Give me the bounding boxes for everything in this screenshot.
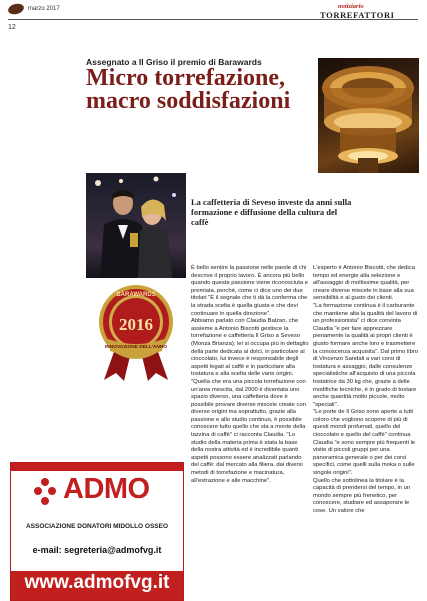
coffee-bean-logo-icon [7,2,25,16]
page-number: 12 [8,24,16,31]
admo-advertisement[interactable] [10,462,184,601]
barawards-badge [86,282,186,382]
issue-date: marzo 2017 [28,6,60,12]
article-column-1 [191,265,309,485]
badge-top-text: BARAWARDS [116,292,156,298]
ad-website-link[interactable]: www.admofvg.it [24,572,170,593]
paragraph: Abbiamo parlato con Claudia Balzan, che assieme a Antonio Biscotti gestisce la torrefazione e caffetteria Il Griso a Seveso (Monza Brianza); lei si occupa più in dettaglio della parte dedicata ai dolci, in particolare al cioccolato, lui invece è responsabile degli aspetti legati al caffè e in particolare alla tostatura e alla scelta delle varie origini. [191,318,309,378]
admo-logo-icon [33,477,57,507]
ad-email[interactable]: e-mail: segreteria@admofvg.it [32,545,162,555]
award-ceremony-photo [86,173,186,278]
paragraph: Quello che sottolinea la titolare è la capacità di prendersi del tempo, in un mondo sempre più frenetico, per conoscere, studiare ed assaporare le cose. Un valore che [313,477,411,514]
article-headline: Micro torrefazione, macro soddisfazioni [86,65,291,114]
badge-ribbon-text: INNOVAZIONE DELL'ANNO [104,345,168,350]
roaster-photo [318,58,419,173]
article-column-2 [313,265,420,516]
header-rule [8,19,418,20]
paragraph: "La formazione continua è il carburante che mantiene alta la qualità del lavoro di un professionista" ci dice convinta Claudia "e per fare apprezzare pienamente la qualità ai propri clienti è giusto formare anche loro e trasmettere la conoscenza acquisita". Dal primo libro di Vincenzo Sandali a vari corsi di tostatura e assaggio, dalle consulenze specialistiche all'acquisto di una piccola tostatrice da 30 kg che, grazie a delle modifiche tecniche, è in grado di tostare anche quantità molto piccole, molto "speciali". [313,302,419,408]
ad-logo-text: ADMO [63,473,150,505]
paragraph: L'esperto è Antonio Biscotti, che dedica tempo ed energie alla selezione e all'assaggio di moltissime qualità, per creare diverse miscele in base alla sua sensibilità e al gusto dei clienti. [313,265,415,302]
ad-top-band [11,463,183,471]
article-kicker: Assegnato a Il Griso il premio di Barawards [86,57,262,67]
article-deck: La caffetteria di Seveso investe da anni sulla formazione e diffusione della cultura del caffè [191,197,352,227]
badge-year: 2016 [119,315,153,334]
paragraph: "Le porte de Il Griso sono aperte a tutti coloro che vogliono scoprire di più di questi mondi profumati, quello del cioccolato e quello del caffè" continua Claudia "e sono sempre più frequenti le visite di piccoli gruppi per una panoramica generale o per dei corsi specifici, come quelli sulla moka o sulle singole origini". [313,409,416,477]
paragraph: È bello sentire la passione nelle parole di chi descrive il proprio lavoro. È ancora più bello quando questa passione viene riconosciuta e premiata, perché, come ci dice uno dei due titolari "È il segnale che ti dà la conferma che la strada scelta è quella giusta e che devi continuare in quella direzione". [191,265,308,317]
masthead-small: notiziario [338,3,364,10]
ad-subtitle: ASSOCIAZIONE DONATORI MIDOLLO OSSEO [25,523,169,530]
masthead-title: TORREFATTORI [320,10,395,20]
paragraph: "Quella che era una piccola torrefazione con un'area mescita, dal 2000 è diventata uno spazio diverso, una caffetteria dove è possibile provare diverse miscele create con diverse origini ma soprattutto, grazie alla passione e allo studio continuo, è possibile conoscere tutto quello che sta a monte della tazzina di caffè" ci racconta Claudia. "Lo studio della materia prima è stata la base della nostra attività ed è incredibile quanti aspetti possono essere analizzati parlando del caffè: dal mercato alla filiera, dai diversi metodi di torrefazione e macinatura, all'estrazione e alle macchine". [191,378,306,484]
